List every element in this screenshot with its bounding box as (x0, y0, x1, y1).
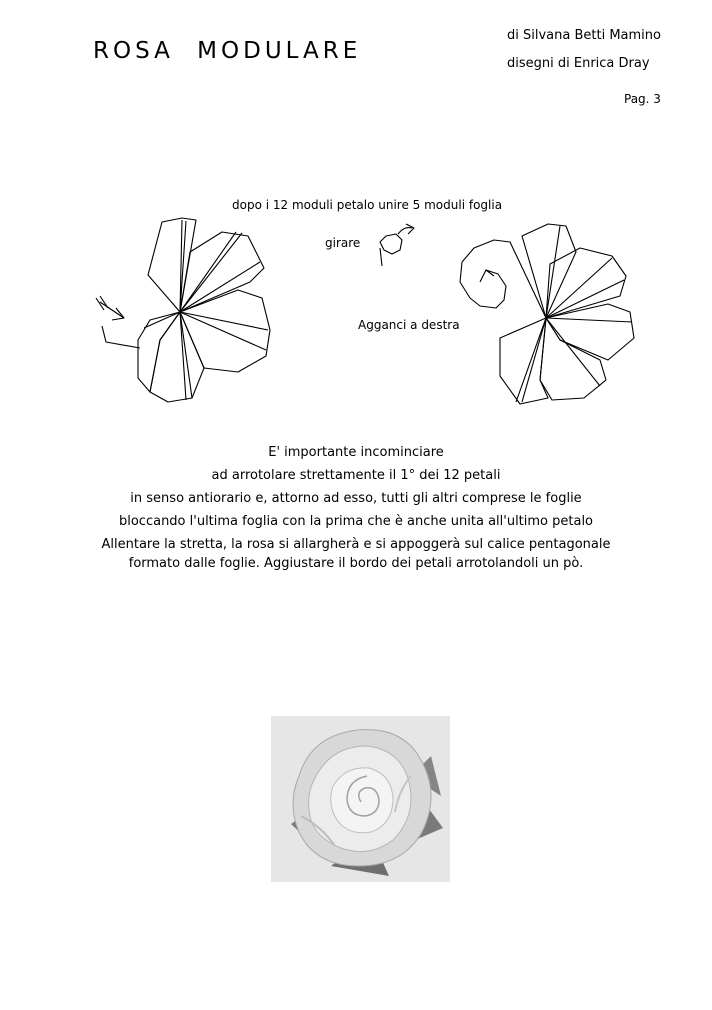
diagram-caption-turn: girare (325, 236, 361, 250)
right-assembly-diagram (460, 224, 634, 404)
folding-diagram (0, 0, 712, 430)
instruction-line-4: bloccando l'ultima foglia con la prima che è anche unita all'ultimo petalo (118, 514, 594, 529)
author-credit: di Silvana Betti Mamino (507, 28, 661, 43)
page-number: Pag. 3 (624, 92, 661, 106)
instruction-line-5: Allentare la stretta, la rosa si allargherà e si appoggerà sul calice pentagonale (101, 537, 611, 552)
instruction-line-1: E' importante incominciare (268, 445, 444, 460)
diagram-caption-hook: Agganci a destra (358, 318, 460, 332)
rose-photo (271, 716, 450, 882)
instruction-line-6: formato dalle foglie. Aggiustare il bordo dei petali arrotolandoli un pò. (128, 556, 584, 571)
left-assembly-diagram (96, 218, 270, 402)
instruction-line-2: ad arrotolare strettamente il 1° dei 12 petali (211, 468, 501, 483)
turn-over-symbol (380, 224, 414, 266)
drawings-credit: disegni di Enrica Dray (507, 56, 650, 71)
diagram-caption-main: dopo i 12 moduli petalo unire 5 moduli foglia (232, 198, 503, 212)
instruction-line-3: in senso antiorario e, attorno ad esso, tutti gli altri comprese le foglie (130, 491, 582, 506)
document-title: ROSA MODULARE (93, 38, 362, 64)
rose-illustration (271, 716, 450, 882)
